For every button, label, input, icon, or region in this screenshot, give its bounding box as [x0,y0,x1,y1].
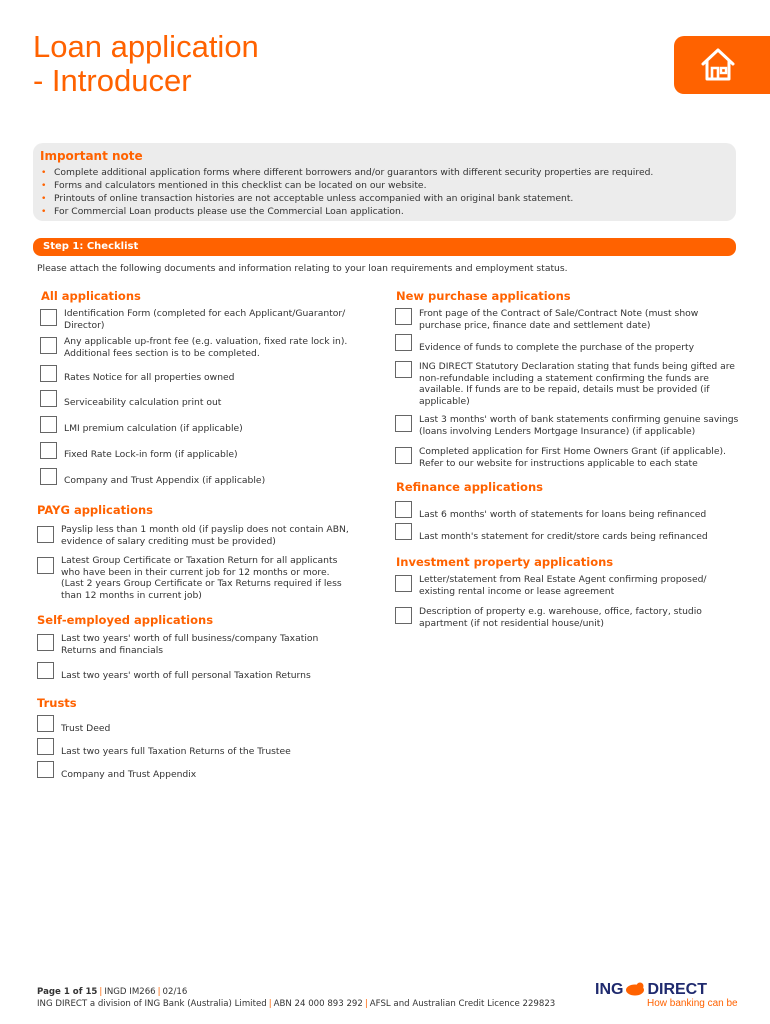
checkbox[interactable] [40,337,57,354]
section-title-all-applications: All applications [41,289,141,303]
checkbox[interactable] [40,390,57,407]
checkbox[interactable] [395,607,412,624]
section-title-payg: PAYG applications [37,503,153,517]
page-title [33,30,259,98]
checkbox[interactable] [37,738,54,755]
home-tab[interactable] [674,36,770,94]
bullet-icon: • [41,167,47,178]
tagline: How banking can be [647,998,738,1009]
section-title-new-purchase: New purchase applications [396,289,571,303]
checkbox[interactable] [37,761,54,778]
checkbox[interactable] [40,365,57,382]
checkbox[interactable] [37,557,54,574]
important-note-title: Important note [40,149,143,163]
form-code: INGD IM266 [104,987,156,997]
house-icon [698,44,738,84]
checkbox[interactable] [395,334,412,351]
checkbox[interactable] [395,523,412,540]
title-line-1: Loan application [33,29,259,64]
important-note-box [33,143,736,221]
checkbox[interactable] [37,526,54,543]
bullet-icon: • [41,180,47,191]
step-1-header: Step 1: Checklist [33,238,736,256]
checklist-intro: Please attach the following documents and information relating to your loan requirements and employment status. [37,263,568,274]
checkbox[interactable] [40,309,57,326]
checkbox[interactable] [40,468,57,485]
checkbox[interactable] [395,575,412,592]
page-number: Page 1 of 15 [37,987,98,997]
bullet-icon: • [41,193,47,204]
footer-page-info: Page 1 of 15 | INGD IM266 | 02/16 [37,987,188,997]
bullet-icon: • [41,206,47,217]
licence: AFSL and Australian Credit Licence 229823 [369,999,556,1009]
section-title-refinance: Refinance applications [396,480,543,494]
checkbox[interactable] [395,361,412,378]
lion-icon [625,982,645,996]
checkbox[interactable] [395,415,412,432]
checkbox[interactable] [37,662,54,679]
note-item: • Forms and calculators mentioned in this checklist can be located on our website. [41,180,427,191]
important-note-list [40,166,736,218]
section-title-trusts: Trusts [37,696,77,710]
checkbox[interactable] [395,447,412,464]
section-title-self-employed: Self-employed applications [37,613,214,627]
form-date: 02/16 [162,987,188,997]
note-item: • Printouts of online transaction histories are not acceptable unless accompanied with an original bank statement. [41,193,574,204]
section-title-investment: Investment property applications [396,555,614,569]
title-line-2: - Introducer [33,63,192,98]
abn: ABN 24 000 893 292 [273,999,363,1009]
company-name: ING DIRECT a division of ING Bank (Australia) Limited [37,999,267,1009]
note-item: • Complete additional application forms where different borrowers and/or guarantors with different security properties are required. [41,167,654,178]
checkbox[interactable] [40,442,57,459]
ing-direct-logo: ING DIRECT [595,981,708,998]
note-item: • For Commercial Loan products please use the Commercial Loan application. [41,206,404,217]
checkbox[interactable] [40,416,57,433]
footer-legal: ING DIRECT a division of ING Bank (Australia) Limited | ABN 24 000 893 292 | AFSL and Australian Credit Licence 229823 [37,999,556,1009]
checkbox[interactable] [395,501,412,518]
checkbox[interactable] [395,308,412,325]
checkbox[interactable] [37,634,54,651]
checkbox[interactable] [37,715,54,732]
